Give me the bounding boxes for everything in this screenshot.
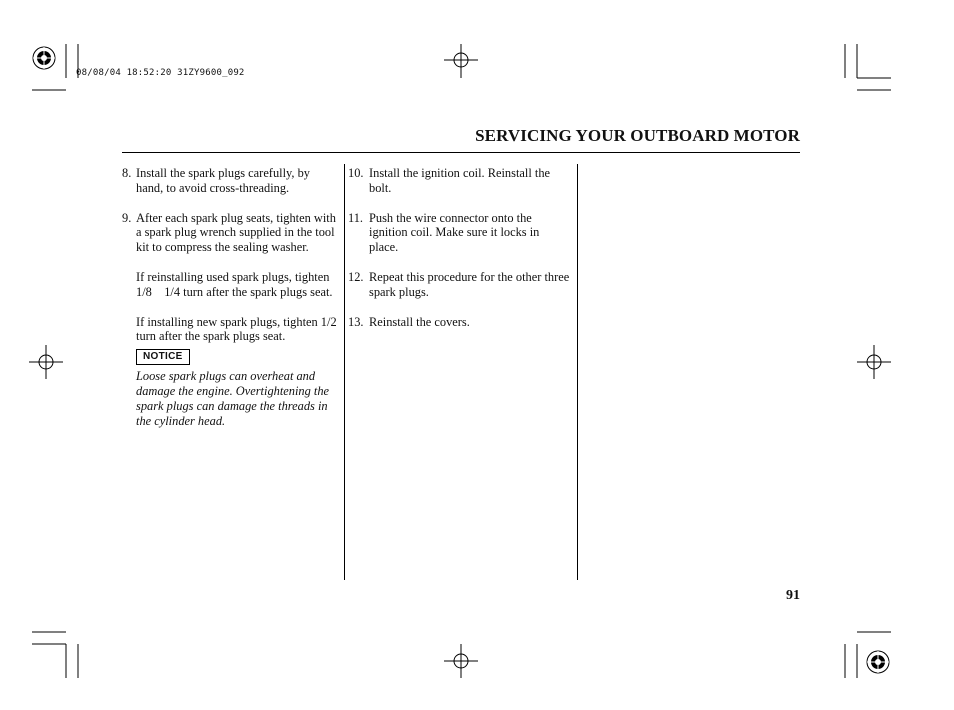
step-8 <box>122 166 337 196</box>
step-text: After each spark plug seats, tighten with a spark plug wrench supplied in the tool kit to compress the sealing washer. <box>136 210 336 255</box>
crosshair-icon <box>444 44 478 78</box>
step-text: Install the spark plugs carefully, by hand, to avoid cross-threading. <box>136 166 310 195</box>
step-13 <box>348 315 570 330</box>
step-number: 13. <box>348 314 364 329</box>
step-10 <box>348 166 570 196</box>
step-text: Reinstall the covers. <box>369 314 470 329</box>
step-9 <box>122 211 337 255</box>
step-text: Install the ignition coil. Reinstall the bolt. <box>369 166 551 195</box>
step-number: 8. <box>122 166 132 180</box>
new-plugs-paragraph: If installing new spark plugs, tighten 1/2 turn after the spark plugs seat. <box>136 314 337 344</box>
step-12 <box>348 270 570 300</box>
step-11 <box>348 211 570 255</box>
step-number: 11. <box>348 210 364 225</box>
notice-label: NOTICE <box>136 349 190 365</box>
crosshair-icon <box>444 644 478 678</box>
page-title: SERVICING YOUR OUTBOARD MOTOR <box>475 126 800 145</box>
crosshair-icon <box>857 345 891 379</box>
left-column <box>122 166 337 428</box>
used-plugs-paragraph: If reinstalling used spark plugs, tighten 1/8 1/4 turn after the spark plugs seat. <box>136 269 333 299</box>
registration-target-icon <box>867 651 889 673</box>
step-number: 12. <box>348 269 364 284</box>
print-stamp: 08/08/04 18:52:20 31ZY9600_092 <box>76 68 245 78</box>
step-number: 10. <box>348 166 364 180</box>
step-text: Repeat this procedure for the other three spark plugs. <box>369 269 570 299</box>
registration-target-icon <box>33 47 55 69</box>
header-rule <box>122 152 800 153</box>
page-number: 91 <box>786 588 800 603</box>
notice-text: Loose spark plugs can overheat and damage the engine. Overtightening the spark plugs can damage the threads in the cylinder head. <box>136 369 330 428</box>
step-text: Push the wire connector onto the ignition coil. Make sure it locks in place. <box>369 210 540 255</box>
step-number: 9. <box>122 210 132 225</box>
middle-column <box>348 166 570 344</box>
crosshair-icon <box>29 345 63 379</box>
